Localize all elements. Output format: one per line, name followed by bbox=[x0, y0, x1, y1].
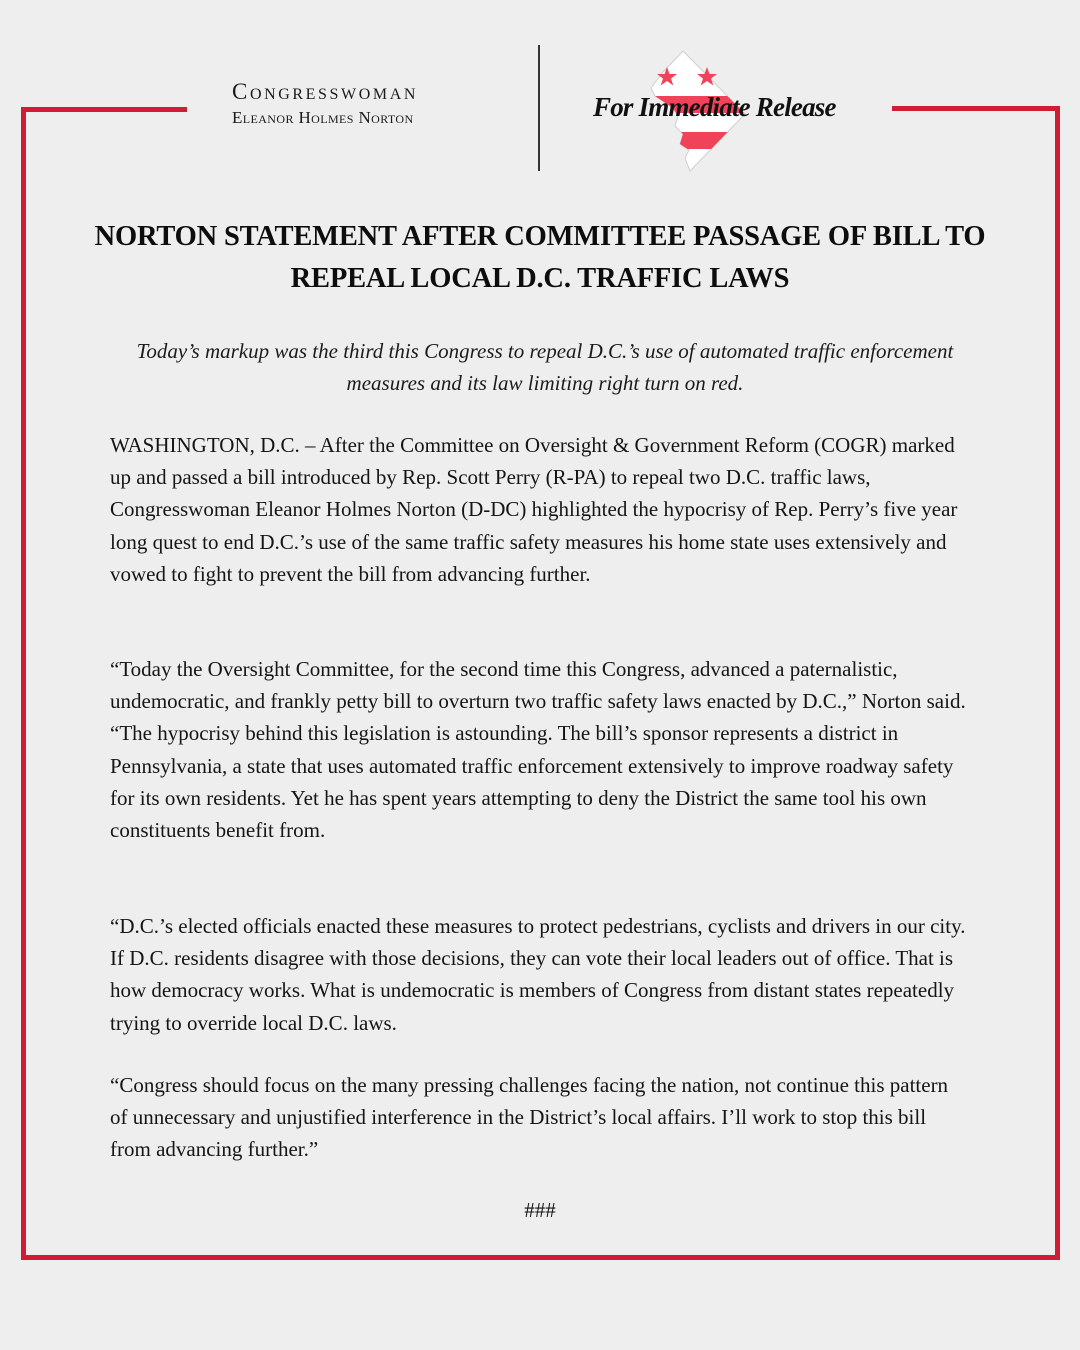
body-paragraph: WASHINGTON, D.C. – After the Committee on Oversight & Government Reform (COGR) marked up and passed a bill introduced by Rep. Scott Perry (R-PA) to repeal two D.C. traffic laws, Congresswoman Eleanor Holmes Norton (D-DC) highlighted the hypocrisy of Rep. Perry’s five year long quest to end D.C.’s use of the same traffic safety measures his home state uses extensively and vowed to fight to prevent the bill from advancing further. bbox=[110, 433, 958, 586]
body-paragraph: “Congress should focus on the many pressing challenges facing the nation, not continue this pattern of unnecessary and unjustified interference in the District’s local affairs. I’ll work to stop this bill from advancing further.” bbox=[110, 1073, 949, 1162]
frame-left-line bbox=[21, 107, 26, 1260]
paragraph-dateline bbox=[110, 429, 970, 622]
masthead-title: Congresswoman bbox=[232, 79, 419, 104]
end-of-release-mark: ### bbox=[524, 1198, 556, 1222]
body-paragraph: “Today the Oversight Committee, for the second time this Congress, advanced a paternalistic, undemocratic, and frankly petty bill to overturn two traffic safety laws enacted by D.C.,” Norton said. “The hypocrisy behind this legislation is astounding. The bill’s sponsor represents a district in Pennsylvania, a state that uses automated traffic enforcement extensively to improve roadway safety for its own residents. Yet he has spent years attempting to deny the District the same tool his own constituents benefit from. bbox=[110, 657, 966, 843]
for-immediate-release-label: For Immediate Release bbox=[593, 92, 836, 122]
frame-top-right-line bbox=[892, 106, 1060, 111]
masthead-member-name: Eleanor Holmes Norton bbox=[232, 108, 414, 127]
press-release-subheadline: Today’s markup was the third this Congress to repeal D.C.’s use of automated traffic enforcement measures and its law limiting right turn on red. bbox=[136, 339, 954, 395]
frame-bottom-line bbox=[21, 1255, 1060, 1260]
masthead-divider bbox=[538, 45, 540, 171]
press-release-headline: NORTON STATEMENT AFTER COMMITTEE PASSAGE OF BILL TO REPEAL LOCAL D.C. TRAFFIC LAWS bbox=[94, 221, 986, 294]
body-paragraph: “D.C.’s elected officials enacted these measures to protect pedestrians, cyclists and drivers in our city. If D.C. residents disagree with those decisions, they can vote their local leaders out of office. That is how democracy works. What is undemocratic is members of Congress from distant states repeatedly trying to override local D.C. laws. bbox=[110, 914, 966, 1035]
masthead-name-block bbox=[232, 78, 494, 130]
release-logo bbox=[585, 50, 845, 175]
frame-right-line bbox=[1055, 106, 1060, 1260]
frame-top-left-line bbox=[21, 107, 187, 112]
